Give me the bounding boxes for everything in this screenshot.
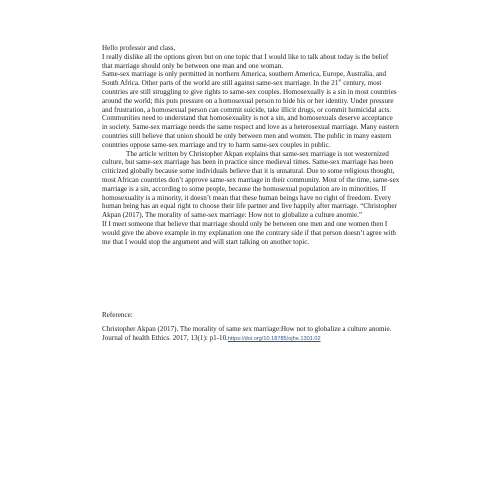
reference-citation: Christopher Akpan (2017). The morality of same sex marriage:How not to globalize a culture anomie. Journal of health Ethics. 2017, 13(1): p1-10. [102, 325, 392, 342]
doi-link[interactable]: https://doi.org/10.18785/ojhe.1301.02 [227, 336, 321, 342]
superscript-st: st [338, 77, 342, 83]
conclusion-paragraph: If I meet someone that believe that marriage should only be between one men and one women then I would give the above example in my explanation one the contrary side if that person doesn’t agree with me that I would stop the argument and will start talking on another topic. [102, 219, 396, 246]
paragraph-text-part-b: century, most countries are still struggling to give rights to same-sex couples. Homosexually is a sin in most countries around the world; this puts pressure on a homosexual person to hide his or her identity. Under pressure and frustration, a homosexual person can commit suicide, take illicit drugs, or commit homicidal acts. Communities need to understand that homosexuality is not a sin, and homosexuals deserve acceptance in society. Same-sex marriage needs the same respect and love as a heterosexual marriage. Many eastern countries still believe that union should be only between men and women. The public in many eastern countries oppose same-sex marriage and try to harm same-sex couples in public. [102, 79, 399, 149]
article-summary-paragraph: The article written by Christopher Akpan explains that same-sex marriage is not westernized culture, but same-sex marriage has been in practice since medieval times. Same-sex marriage has been criticized globally because some individuals believe that it is unnatural. Due to some religious thought, most African countries don’t approve same-sex marriage in their community. Most of the time, same-sex marriage is a sin, according to some people, because the homosexual population are in minorities. If homosexuality is a minority, it doesn’t mean that these human beings have no right of freedom. Every human being has an equal right to choose their life partner and live happily after marriage. “Christopher Akpan (2017), The morality of same-sex marriage: How not to globalize a culture anomie.” [102, 149, 400, 220]
same-sex-rights-paragraph [102, 70, 400, 149]
paragraph-text-part-a: Same-sex marriage is only permitted in northern America, southern America, Europe, Australia, and South Africa. Other parts of the world are still against same-sex marriage. In the 21 [102, 70, 387, 88]
intro-paragraph: I really dislike all the options given but on one topic that I would like to talk about today is the belief that marriage should only be between one man and one woman. [102, 52, 389, 70]
reference-heading: Reference: [102, 311, 133, 319]
document-body [102, 44, 400, 246]
reference-entry [102, 325, 400, 344]
greeting-line: Hello professor and class, [102, 44, 176, 52]
